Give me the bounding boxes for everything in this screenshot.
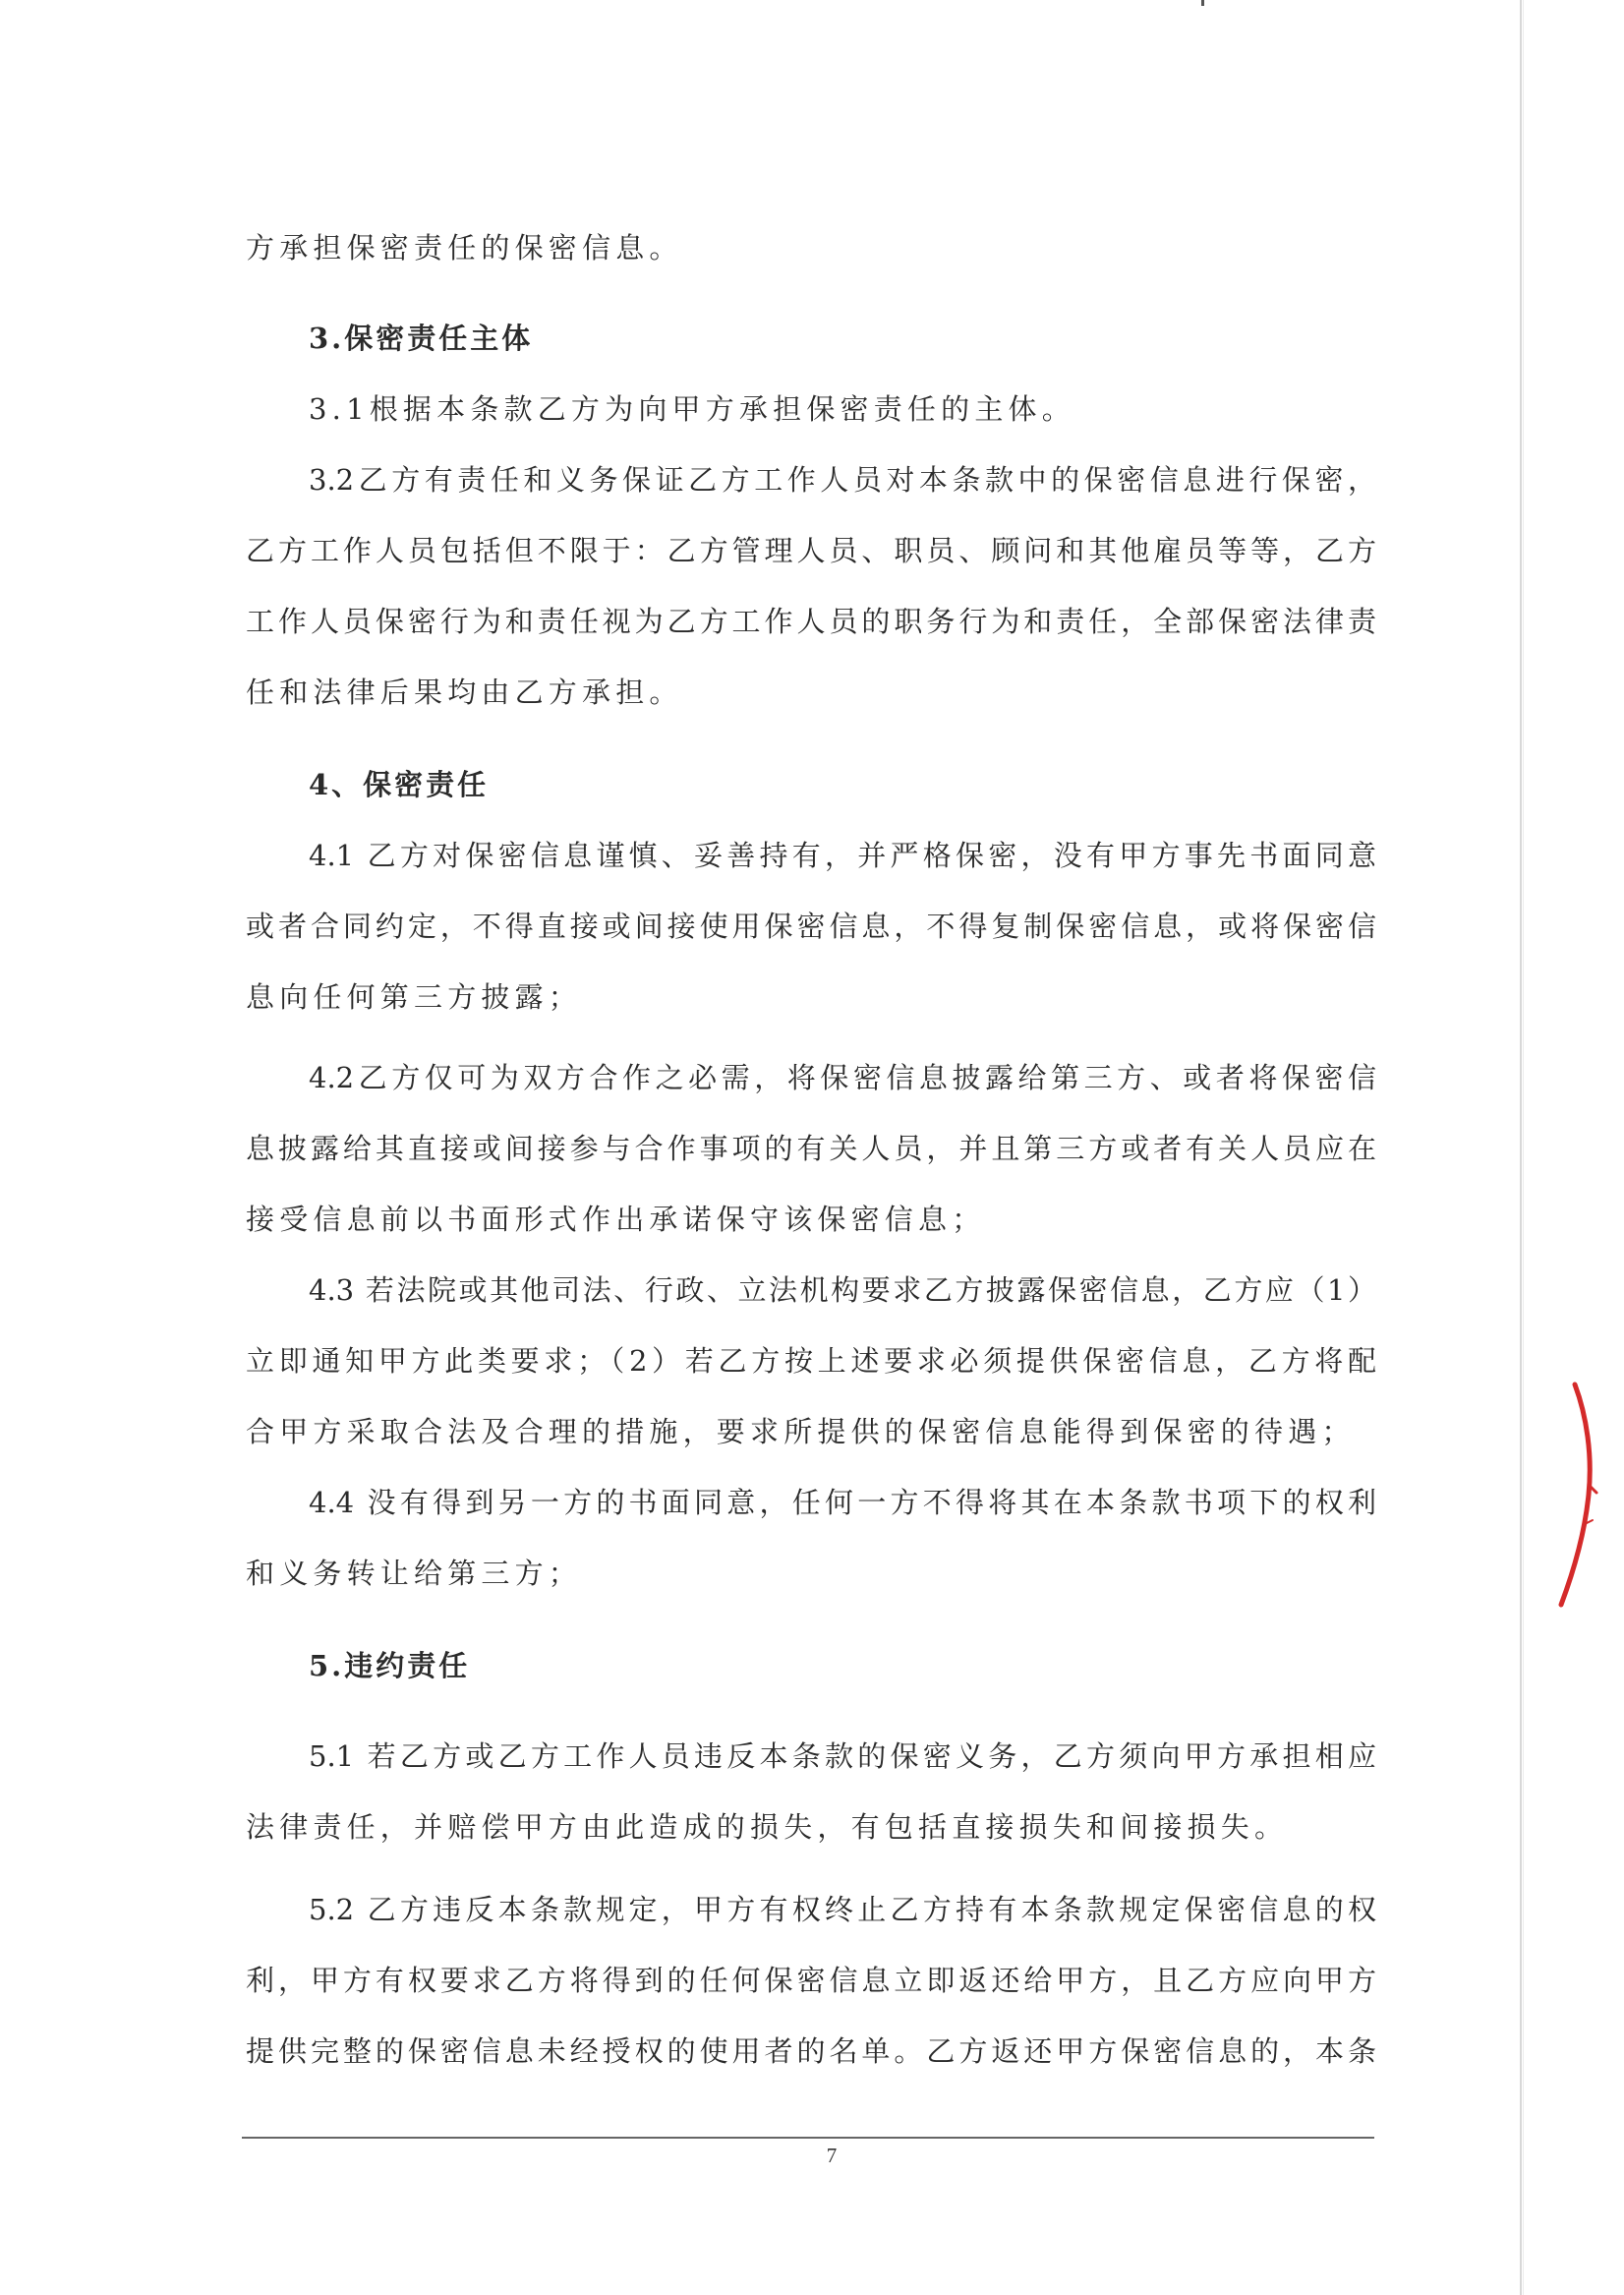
paragraph-line: 3.1根据本条款乙方为向甲方承担保密责任的主体。 — [309, 392, 1075, 426]
paragraph-line: 5.2 乙方违反本条款规定，甲方有权终止乙方持有本条款规定保密信息的权 — [309, 1893, 1376, 1926]
paragraph-line: 立即通知甲方此类要求；（2）若乙方按上述要求必须提供保密信息，乙方将配 — [246, 1344, 1376, 1378]
paragraph-line: 乙方工作人员包括但不限于：乙方管理人员、职员、顾问和其他雇员等等，乙方 — [246, 534, 1376, 567]
section-heading: 3.保密责任主体 — [309, 322, 534, 355]
scan-edge-shadow — [1523, 0, 1524, 2295]
section-heading: 4、保密责任 — [309, 768, 490, 801]
section-heading: 5.违约责任 — [309, 1649, 471, 1682]
scan-edge — [1520, 0, 1522, 2295]
paragraph-line: 任和法律后果均由乙方承担。 — [246, 676, 683, 709]
paragraph-line: 4.1 乙方对保密信息谨慎、妥善持有，并严格保密，没有甲方事先书面同意 — [309, 839, 1376, 872]
seal-fragment — [1553, 1377, 1612, 1613]
paragraph-line: 或者合同约定，不得直接或间接使用保密信息，不得复制保密信息，或将保密信 — [246, 910, 1376, 943]
paragraph-line: 提供完整的保密信息未经授权的使用者的名单。乙方返还甲方保密信息的，本条 — [246, 2034, 1376, 2068]
scan-mark — [1201, 0, 1204, 6]
paragraph-line: 和义务转让给第三方； — [246, 1557, 583, 1590]
paragraph-line: 息向任何第三方披露； — [246, 980, 583, 1014]
paragraph-line: 3.2乙方有责任和义务保证乙方工作人员对本条款中的保密信息进行保密， — [309, 463, 1376, 497]
paragraph-line: 合甲方采取合法及合理的措施，要求所提供的保密信息能得到保密的待遇； — [246, 1415, 1356, 1448]
paragraph-line: 5.1 若乙方或乙方工作人员违反本条款的保密义务，乙方须向甲方承担相应 — [309, 1739, 1376, 1773]
footer-rule — [242, 2137, 1374, 2139]
paragraph-line: 息披露给其直接或间接参与合作事项的有关人员，并且第三方或者有关人员应在 — [246, 1132, 1376, 1165]
paragraph-line: 工作人员保密行为和责任视为乙方工作人员的职务行为和责任，全部保密法律责 — [246, 605, 1376, 638]
paragraph-line: 方承担保密责任的保密信息。 — [246, 231, 683, 265]
paragraph-line: 4.2乙方仅可为双方合作之必需，将保密信息披露给第三方、或者将保密信 — [309, 1061, 1376, 1094]
paragraph-line: 4.4 没有得到另一方的书面同意，任何一方不得将其在本条款书项下的权利 — [309, 1486, 1376, 1519]
page-number: 7 — [826, 2144, 838, 2167]
paragraph-line: 4.3 若法院或其他司法、行政、立法机构要求乙方披露保密信息，乙方应（1） — [309, 1273, 1376, 1307]
paragraph-line: 法律责任，并赔偿甲方由此造成的损失，有包括直接损失和间接损失。 — [246, 1810, 1289, 1844]
paragraph-line: 接受信息前以书面形式作出承诺保守该保密信息； — [246, 1203, 986, 1236]
paragraph-line: 利，甲方有权要求乙方将得到的任何保密信息立即返还给甲方，且乙方应向甲方 — [246, 1964, 1376, 1997]
